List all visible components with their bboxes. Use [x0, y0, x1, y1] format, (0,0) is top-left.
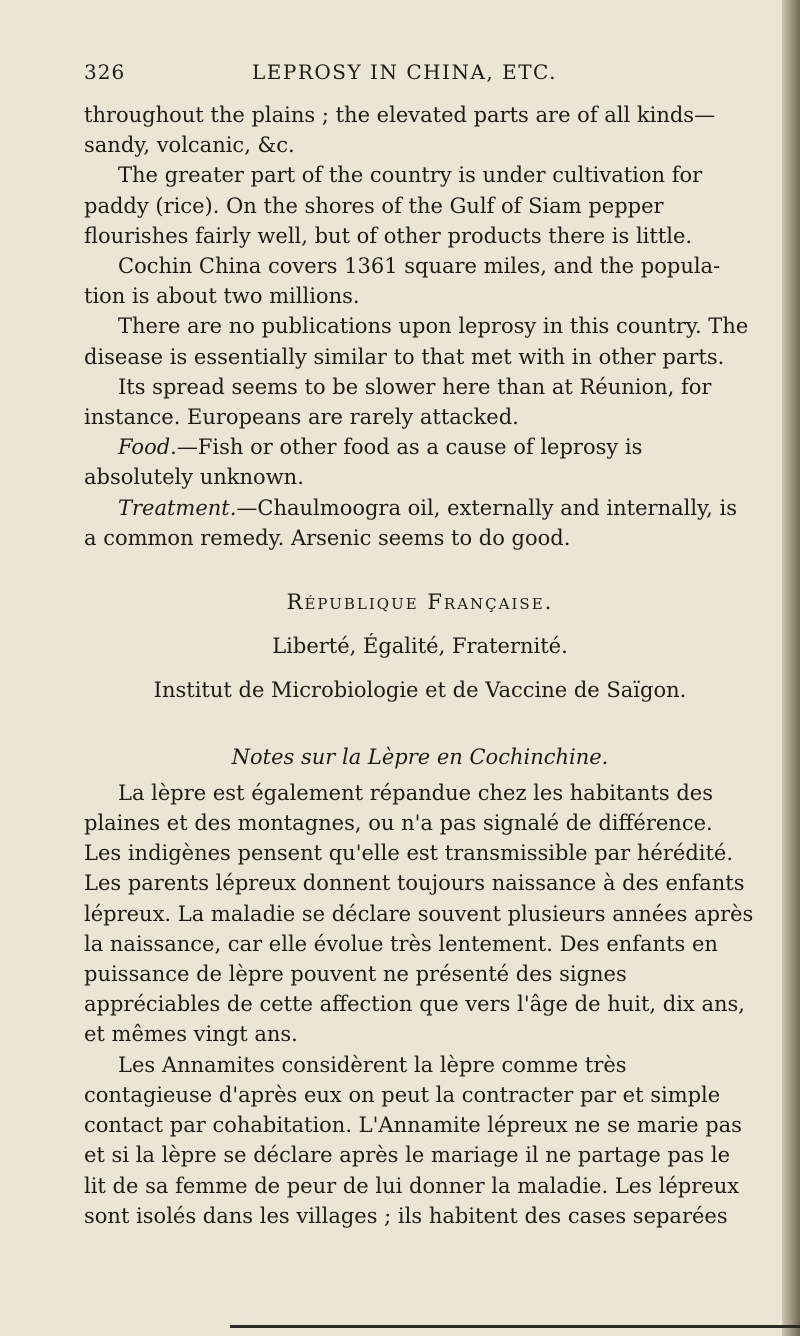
treatment-text: —Chaulmoogra oil, externally and internally, is a common remedy. Arsenic seems to do good.	[84, 495, 737, 550]
notes-title: Notes sur la Lèpre en Cochinchine.	[231, 744, 609, 769]
running-head: LEPROSY IN CHINA, ETC.	[252, 60, 558, 84]
food-text: —Fish or other food as a cause of leprosy is absolutely unknown.	[84, 435, 643, 490]
paragraph-publications: There are no publications upon leprosy in this country. The disease is essentially similar to that met with in other parts.	[84, 314, 749, 369]
food-label: Food.	[118, 435, 177, 460]
paragraph-food	[84, 432, 756, 492]
french-paragraph-2: Les Annamites considèrent la lèpre comme très contagieuse d'après eux on peut la contracter par et simple contact par cohabitation. L'Annamite lépreux ne se marie pas et si la lèpre se déclare après le mariage il ne partage pas le lit de sa femme de peur de lui donner la maladie. Les lépreux sont isolés dans les villages ; ils habitent des cases separées	[84, 1052, 742, 1228]
bottom-rule	[230, 1325, 800, 1328]
paragraph-treatment	[84, 493, 756, 553]
page-body	[84, 100, 756, 1231]
page-edge-shadow	[782, 0, 800, 1336]
page-header	[84, 60, 756, 88]
spacer	[84, 661, 756, 675]
paragraph-spread: Its spread seems to be slower here than at Réunion, for instance. Europeans are rarely attacked.	[84, 374, 712, 430]
paragraph-cultivation: The greater part of the country is under cultivation for paddy (rice). On the shores of the Gulf of Siam pepper flourishes fairly well, but of other products there is little.	[84, 163, 703, 248]
treatment-label: Treatment.	[118, 495, 237, 520]
page-number: 326	[84, 60, 126, 84]
paragraph-continuation: throughout the plains ; the elevated parts are of all kinds— sandy, volcanic, &c.	[84, 103, 716, 158]
republic-heading: République Française.	[286, 590, 554, 615]
paragraph-area: Cochin China covers 1361 square miles, and the popula- tion is about two millions.	[84, 254, 721, 309]
spacer	[84, 617, 756, 631]
institute-heading: Institut de Microbiologie et de Vaccine de Saïgon.	[153, 678, 687, 703]
spacer	[84, 706, 756, 742]
french-paragraph-1: La lèpre est également répandue chez les habitants des plaines et des montagnes, ou n'a pas signalé de différence. Les indigènes pensent qu'elle est transmissible par hérédité. Les parents lépreux donnent toujours naissance à des enfants lépreux. La maladie se déclare souvent plusieurs années après la naissance, car elle évolue très lentement. Des enfants en puissance de lèpre pouvent ne présenté des signes appréciables de cette affection que vers l'âge de huit, dix ans, et mêmes vingt ans.	[84, 780, 754, 1047]
spacer	[84, 553, 756, 587]
motto-heading: Liberté, Égalité, Fraternité.	[272, 634, 568, 659]
